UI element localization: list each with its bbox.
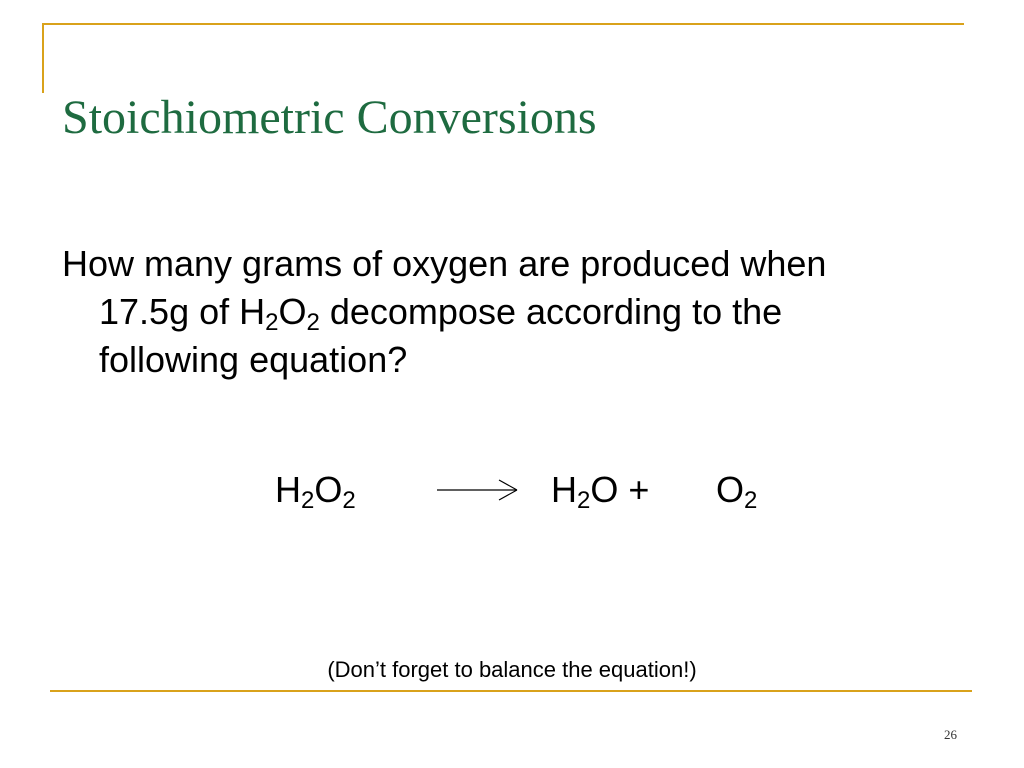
reaction-arrow-icon xyxy=(437,476,519,504)
balance-reminder-note: (Don’t forget to balance the equation!) xyxy=(327,657,697,682)
question-line-1: How many grams of oxygen are produced when xyxy=(62,243,827,284)
question-line-2: 17.5g of $H_2O_2$ decompose according to the xyxy=(99,291,783,336)
frame-top-line xyxy=(42,23,964,25)
equation-reactant-h2o2: $H_2O_2$ xyxy=(275,469,356,514)
question-text xyxy=(62,240,982,384)
slide-title: Stoichiometric Conversions xyxy=(62,91,597,144)
question-line-3: following equation? xyxy=(99,339,408,380)
frame-bottom-line xyxy=(50,690,972,692)
slide-number: 26 xyxy=(944,727,957,742)
frame-left-line xyxy=(42,23,44,93)
equation-product-h2o: $H_2O$ + xyxy=(551,469,650,514)
equation-product-o2: $O_2$ xyxy=(716,469,758,514)
